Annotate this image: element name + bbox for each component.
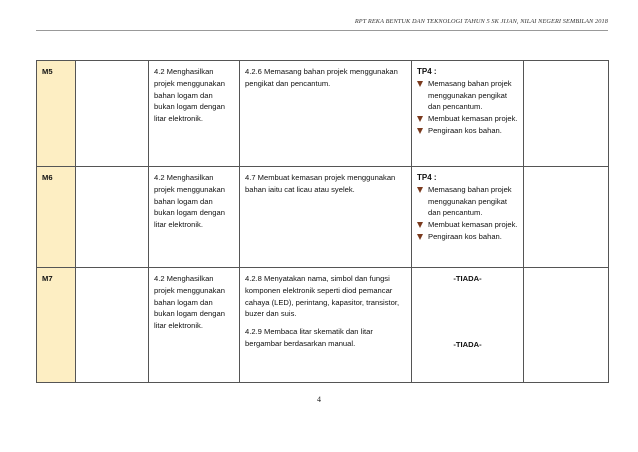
list-item: Memasang bahan projek menggunakan pengikat dan pencantum. xyxy=(417,78,518,113)
tp-list xyxy=(417,184,518,243)
learning-standard-cell: 4.7 Membuat kemasan projek menggunakan bahan iaitu cat licau atau syelek. xyxy=(240,167,412,268)
content-standard-cell: 4.2 Menghasilkan projek menggunakan bahan logam dan bukan logam dengan litar elektronik. xyxy=(149,167,240,268)
list-item: Pengiraan kos bahan. xyxy=(417,231,518,243)
performance-level-cell xyxy=(412,61,524,167)
performance-level-cell xyxy=(412,268,524,383)
empty-cell xyxy=(76,61,149,167)
empty-cell xyxy=(76,268,149,383)
empty-cell xyxy=(524,61,609,167)
tp-list xyxy=(417,78,518,137)
content-standard-cell: 4.2 Menghasilkan projek menggunakan bahan logam dan bukan logam dengan litar elektronik. xyxy=(149,268,240,383)
bullet-icon xyxy=(417,81,423,87)
learning-standard-1: 4.2.8 Menyatakan nama, simbol dan fungsi komponen elektronik seperti diod pemancar cahaya (LED), perintang, kapasitor, transistor, buzer dan suis. xyxy=(245,274,400,319)
bullet-icon xyxy=(417,187,423,193)
bullet-icon xyxy=(417,116,423,122)
rpt-table xyxy=(36,60,609,383)
learning-standard-cell: 4.2.6 Memasang bahan projek menggunakan pengikat dan pencantum. xyxy=(240,61,412,167)
tp-title: TP4 : xyxy=(417,173,437,182)
empty-cell xyxy=(524,167,609,268)
tp-title: TP4 : xyxy=(417,67,437,76)
bullet-icon xyxy=(417,128,423,134)
bullet-icon xyxy=(417,222,423,228)
header-rule xyxy=(36,30,608,31)
content-standard-cell: 4.2 Menghasilkan projek menggunakan bahan logam dan bukan logam dengan litar elektronik. xyxy=(149,61,240,167)
list-item: Membuat kemasan projek. xyxy=(417,219,518,231)
week-cell: M6 xyxy=(37,167,76,268)
empty-cell xyxy=(524,268,609,383)
week-cell: M7 xyxy=(37,268,76,383)
page-header: RPT REKA BENTUK DAN TEKNOLOGI TAHUN 5 SK JIJAN, NILAI NEGERI SEMBILAN 2018 xyxy=(354,18,608,25)
tiada-label: -TIADA- xyxy=(453,339,482,349)
week-cell: M5 xyxy=(37,61,76,167)
list-item: Memasang bahan projek menggunakan pengikat dan pencantum. xyxy=(417,184,518,219)
table-row xyxy=(37,61,609,167)
page-number: 4 xyxy=(317,395,321,404)
list-item: Membuat kemasan projek. xyxy=(417,113,518,125)
performance-level-cell xyxy=(412,167,524,268)
learning-standard-cell xyxy=(240,268,412,383)
bullet-icon xyxy=(417,234,423,240)
table-row xyxy=(37,167,609,268)
empty-cell xyxy=(76,167,149,268)
table-row xyxy=(37,268,609,383)
tiada-label: -TIADA- xyxy=(453,274,482,283)
list-item: Pengiraan kos bahan. xyxy=(417,125,518,137)
learning-standard-2: 4.2.9 Membaca litar skematik dan litar bergambar berdasarkan manual. xyxy=(245,327,373,348)
